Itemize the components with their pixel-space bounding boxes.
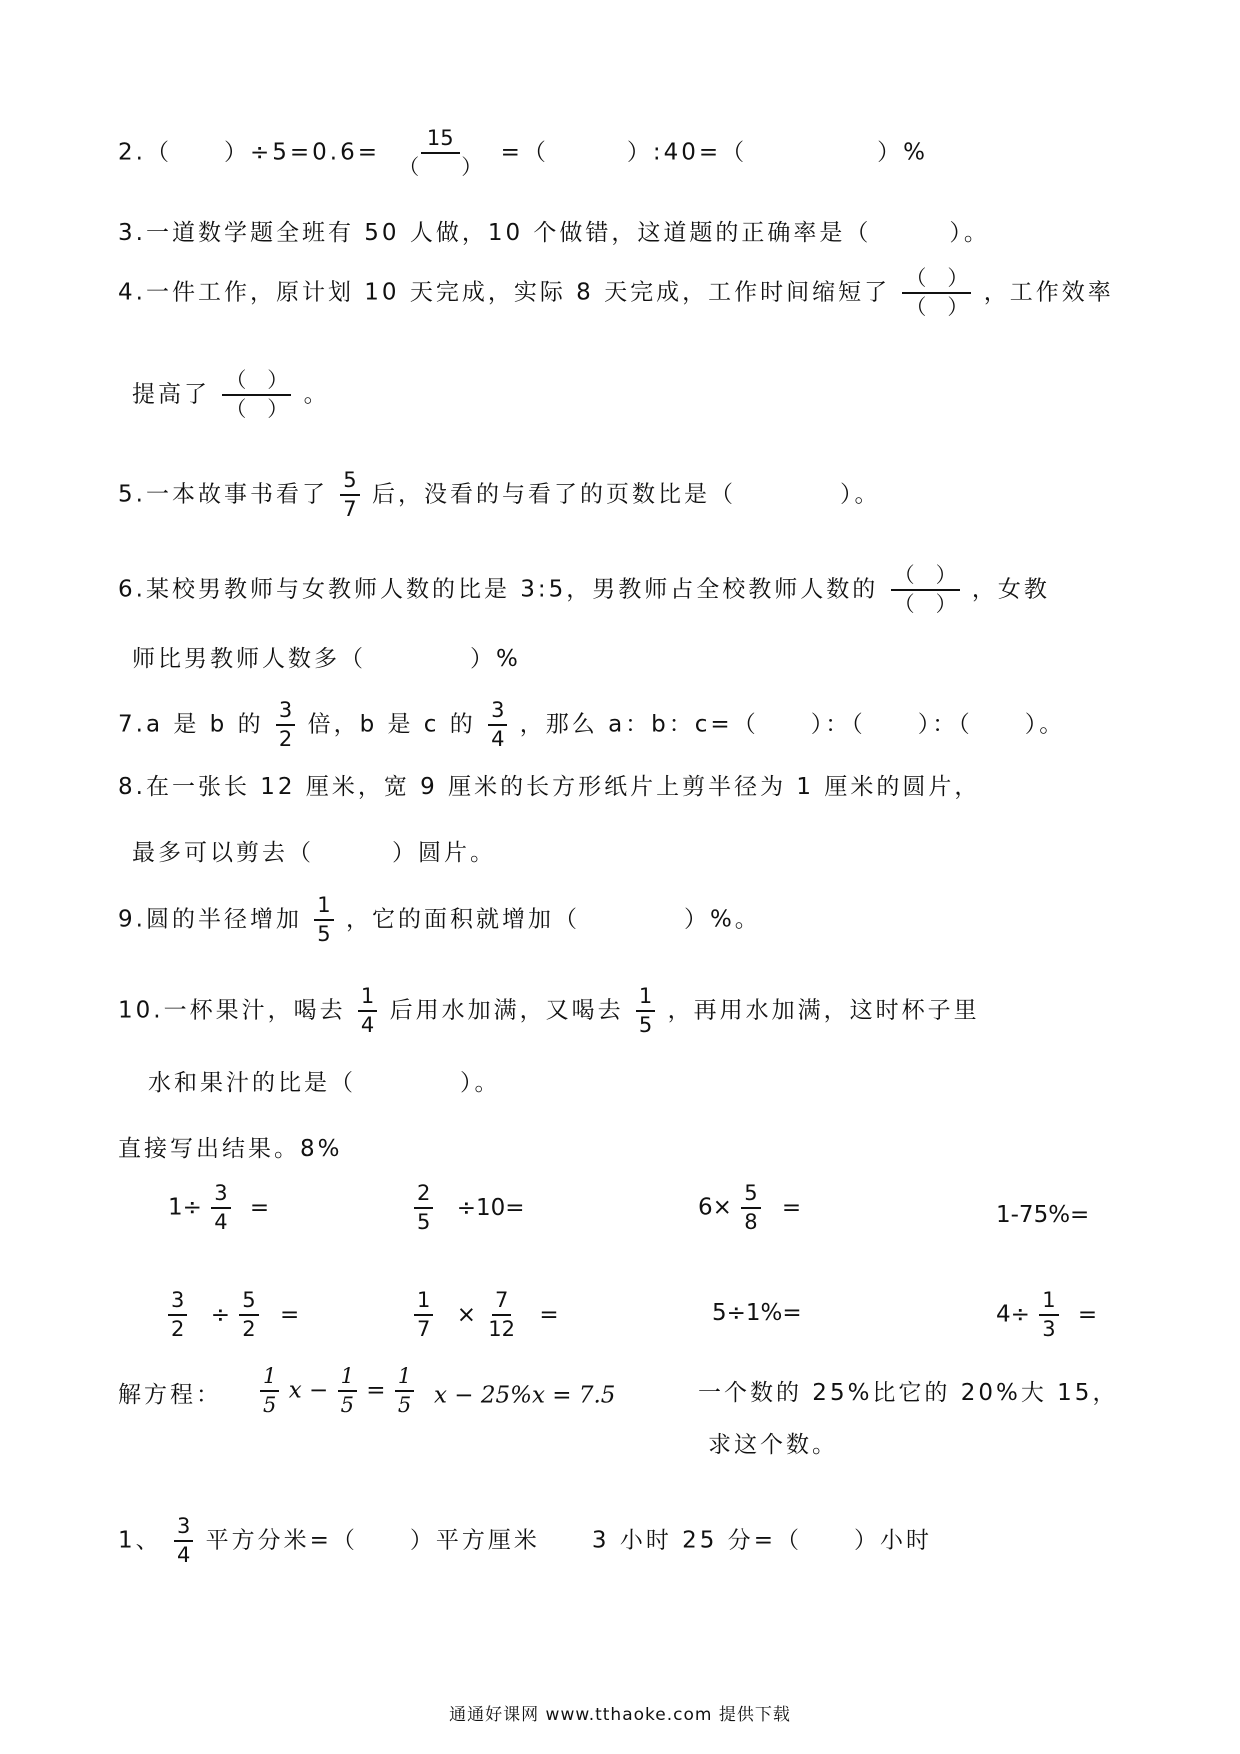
question-2 [118, 128, 928, 178]
calc-3-fraction [741, 1183, 760, 1233]
direct-calc-heading-text: 直接写出结果。8% [118, 1136, 343, 1162]
calc-6 [412, 1290, 559, 1340]
last-text-a: 1、 [118, 1527, 162, 1554]
q6-text-b: ，女教 [971, 576, 1050, 603]
calc-5-denominator-1: 2 [171, 1317, 185, 1341]
q5-fraction [340, 470, 359, 520]
calc-5-numerator-1: 3 [168, 1290, 187, 1316]
eq1-numerator-2: 1 [338, 1366, 357, 1392]
last-numerator: 3 [174, 1516, 193, 1542]
q9-text-a: 9.圆的半径增加 [118, 906, 302, 933]
calc-3-denominator: 8 [744, 1210, 758, 1234]
calc-1 [168, 1183, 269, 1233]
direct-calc-heading [118, 1138, 343, 1161]
eq1-fraction-3 [395, 1366, 414, 1416]
q10-text-b: 后用水加满，又喝去 [389, 997, 624, 1024]
q4-fraction-1 [902, 268, 971, 318]
equations-label-text: 解方程： [118, 1382, 222, 1408]
calc-3-a: 6× [698, 1194, 732, 1221]
calc-6-denominator-1: 7 [417, 1317, 431, 1341]
calc-8 [996, 1290, 1097, 1340]
question-3 [118, 222, 990, 245]
question-4-cont [132, 370, 330, 420]
q6-text-a: 6.某校男教师与女教师人数的比是 3:5，男教师占全校教师人数的 [118, 576, 879, 603]
calc-7 [712, 1302, 802, 1325]
q7-denominator-1: 2 [278, 727, 293, 751]
q10-denominator-2: 5 [638, 1013, 653, 1037]
q7-fraction-2 [488, 700, 507, 750]
footer [0, 1700, 1240, 1725]
calc-8-numerator: 1 [1039, 1290, 1058, 1316]
calc-6-b: = [539, 1301, 559, 1328]
q2-fraction [392, 128, 488, 178]
calc-8-a: 4÷ [996, 1301, 1030, 1328]
q9-numerator: 1 [314, 895, 333, 921]
q8-text-a: 8.在一张长 12 厘米，宽 9 厘米的长方形纸片上剪半径为 1 厘米的圆片， [118, 774, 981, 800]
question-9 [118, 895, 761, 945]
q7-denominator-2: 4 [491, 727, 505, 751]
q7-fraction-1 [276, 700, 295, 750]
calc-3-b: = [781, 1194, 802, 1221]
calc-8-fraction [1039, 1290, 1058, 1340]
calc-6-numerator-2: 7 [492, 1290, 511, 1316]
calc-5-denominator-2: 2 [242, 1317, 256, 1341]
eq3-text-b: 求这个数。 [708, 1432, 838, 1458]
eq1-fraction-2 [338, 1366, 357, 1416]
question-5 [118, 470, 880, 520]
q8-text-b: 最多可以剪去（ ）圆片。 [132, 840, 496, 866]
q7-text-a: 7.a 是 b 的 [118, 711, 264, 738]
q7-numerator-2: 3 [488, 700, 507, 726]
calc-6-numerator-1: 1 [414, 1290, 433, 1316]
calc-5-fraction-2 [239, 1290, 258, 1340]
calc-1-numerator: 3 [211, 1183, 230, 1209]
eq2-text: x − 25%x = 7.5 [434, 1382, 616, 1409]
question-6-cont [132, 648, 521, 671]
q4-blank-denominator-1: （ ） [905, 295, 969, 319]
q3-text: 3.一道数学题全班有 50 人做，10 个做错，这道题的正确率是（ ）。 [118, 220, 990, 246]
q5-text-a: 5.一本故事书看了 [118, 481, 328, 508]
q5-text-b: 后，没看的与看了的页数比是（ ）。 [371, 481, 881, 508]
question-6 [118, 565, 1050, 615]
calc-5-numerator-2: 5 [239, 1290, 258, 1316]
q4-text-b: ，工作效率 [983, 279, 1114, 306]
q7-numerator-1: 3 [276, 700, 295, 726]
calc-1-a: 1÷ [168, 1194, 202, 1221]
q7-text-c: ，那么 a：b：c=（ ）：（ ）：（ ）。 [519, 711, 1066, 738]
q2-denominator: （ ） [398, 155, 483, 179]
calc-1-fraction [211, 1183, 230, 1233]
equation-3-cont [708, 1434, 838, 1457]
calc-3-numerator: 5 [741, 1183, 760, 1209]
q10-text-d: 水和果汁的比是（ ）。 [148, 1070, 501, 1096]
footer-text: 通通好课网 www.tthaoke.com 提供下载 [449, 1705, 791, 1725]
question-8 [118, 776, 980, 799]
question-10-cont [148, 1072, 501, 1095]
q4-blank-numerator-1: （ ） [902, 268, 971, 294]
calc-6-fraction-1 [414, 1290, 433, 1340]
q10-numerator-2: 1 [636, 986, 655, 1012]
eq1-denominator-3: 5 [397, 1393, 412, 1417]
q7-text-b: 倍，b 是 c 的 [307, 711, 476, 738]
q4-blank-denominator-2: （ ） [225, 397, 289, 421]
q10-numerator-1: 1 [358, 986, 377, 1012]
q2-text-b: =（ ）:40=（ ）% [500, 139, 929, 166]
q10-text-a: 10.一杯果汁，喝去 [118, 997, 346, 1024]
last-text-b: 平方分米=（ ）平方厘米 3 小时 25 分=（ ）小时 [205, 1527, 933, 1554]
eq1-numerator-3: 1 [395, 1366, 414, 1392]
q2-numerator: 15 [421, 128, 460, 154]
q10-text-c: ，再用水加满，这时杯子里 [667, 997, 980, 1024]
calc-5-fraction-1 [168, 1290, 187, 1340]
calc-5-b: = [279, 1301, 300, 1328]
q9-text-b: ，它的面积就增加（ ）%。 [345, 906, 761, 933]
calc-3 [698, 1183, 801, 1233]
equation-1 [258, 1366, 416, 1416]
calc-6-fraction-2 [485, 1290, 518, 1340]
question-4 [118, 268, 1114, 318]
question-8-cont [132, 842, 496, 865]
eq1-variable: x [288, 1377, 302, 1404]
calc-1-b: = [249, 1194, 270, 1221]
q4-text-a: 4.一件工作，原计划 10 天完成，实际 8 天完成，工作时间缩短了 [118, 279, 891, 306]
q4-blank-numerator-2: （ ） [222, 370, 291, 396]
eq1-numerator-1: 1 [260, 1366, 279, 1392]
q6-blank-denominator: （ ） [893, 592, 957, 616]
equation-2 [434, 1384, 615, 1408]
q6-blank-numerator: （ ） [891, 565, 960, 591]
calc-8-b: = [1077, 1301, 1098, 1328]
q10-denominator-1: 4 [360, 1013, 375, 1037]
q5-numerator: 5 [340, 470, 359, 496]
q10-fraction-2 [636, 986, 655, 1036]
q5-denominator: 7 [343, 497, 357, 521]
calc-8-denominator: 3 [1042, 1317, 1056, 1341]
eq1-fraction-1 [260, 1366, 279, 1416]
equations-label [118, 1384, 222, 1407]
last-fraction [174, 1516, 193, 1566]
q4-fraction-2 [222, 370, 291, 420]
calc-4-text: 1-75%= [996, 1202, 1090, 1228]
last-denominator: 4 [176, 1543, 191, 1567]
eq1-equals: = [366, 1377, 386, 1404]
q6-text-c: 师比男教师人数多（ ）% [132, 646, 521, 672]
q4-text-d: 。 [303, 381, 330, 408]
question-10 [118, 986, 980, 1036]
calc-2-numerator: 2 [414, 1183, 433, 1209]
calc-2-b: ÷10= [456, 1194, 525, 1221]
calc-2-denominator: 5 [417, 1210, 431, 1234]
q2-text-a: 2.（ ）÷5=0.6= [118, 139, 380, 166]
q6-fraction [891, 565, 960, 615]
calc-5 [166, 1290, 299, 1340]
calc-1-denominator: 4 [214, 1210, 228, 1234]
calc-6-denominator-2: 12 [488, 1317, 516, 1341]
eq1-op: − [308, 1377, 329, 1404]
q10-fraction-1 [358, 986, 377, 1036]
q9-denominator: 5 [317, 922, 331, 946]
q9-fraction [314, 895, 333, 945]
calc-2 [412, 1183, 525, 1233]
q4-text-c: 提高了 [132, 381, 210, 408]
calc-2-fraction [414, 1183, 433, 1233]
equation-3 [698, 1382, 1118, 1405]
eq1-denominator-1: 5 [263, 1393, 277, 1417]
eq1-denominator-2: 5 [340, 1393, 354, 1417]
calc-7-text: 5÷1%= [712, 1300, 802, 1326]
unit-conversion [118, 1516, 932, 1566]
calc-6-op: × [456, 1301, 476, 1328]
calc-4 [996, 1204, 1089, 1227]
eq3-text-a: 一个数的 25%比它的 20%大 15， [698, 1380, 1119, 1406]
question-7 [118, 700, 1065, 750]
calc-5-op: ÷ [210, 1301, 230, 1328]
